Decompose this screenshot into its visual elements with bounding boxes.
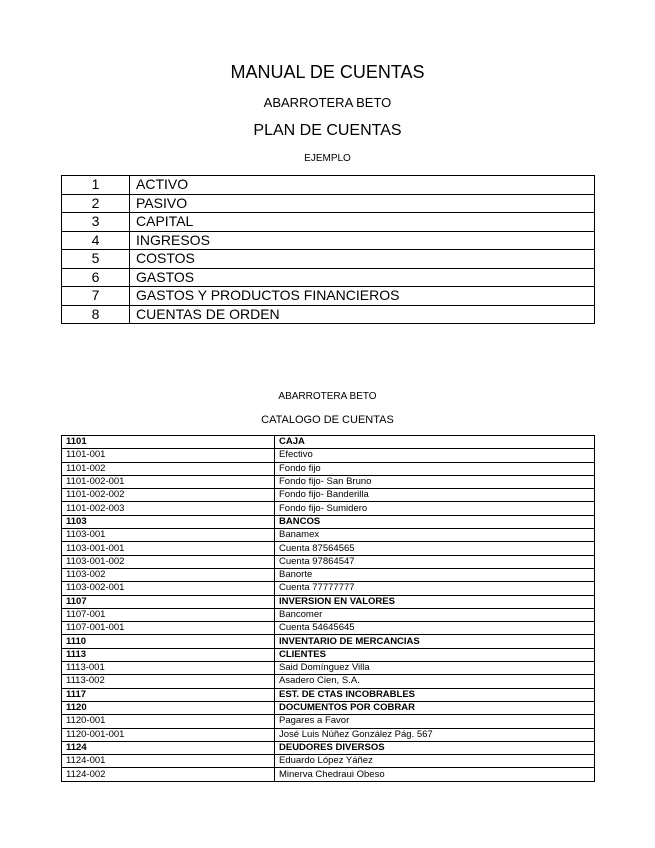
account-code: 1110 <box>62 635 275 648</box>
plan-account-name: GASTOS <box>130 268 595 287</box>
account-name: INVERSION EN VALORES <box>275 595 595 608</box>
catalog-table <box>61 435 595 782</box>
catalog-row <box>62 555 595 568</box>
account-name: Fondo fijo <box>275 462 595 475</box>
catalog-row <box>62 648 595 661</box>
catalog-company-name: ABARROTERA BETO <box>278 391 377 402</box>
catalog-row <box>62 688 595 701</box>
catalog-row <box>62 768 595 781</box>
example-label: EJEMPLO <box>304 153 351 164</box>
plan-number: 7 <box>62 287 130 306</box>
account-code: 1117 <box>62 688 275 701</box>
account-name: Fondo fijo- San Bruno <box>275 475 595 488</box>
account-name: Bancomer <box>275 608 595 621</box>
account-name: Asadero Cien, S.A. <box>275 675 595 688</box>
account-name: Eduardo López Yáñez <box>275 755 595 768</box>
account-code: 1113-002 <box>62 675 275 688</box>
account-code: 1120-001-001 <box>62 728 275 741</box>
catalog-row <box>62 568 595 581</box>
catalog-row <box>62 662 595 675</box>
plan-title: PLAN DE CUENTAS <box>253 122 402 139</box>
account-name: Cuenta 87564565 <box>275 542 595 555</box>
account-code: 1103 <box>62 515 275 528</box>
account-name: INVENTARIO DE MERCANCIAS <box>275 635 595 648</box>
account-code: 1101-002-002 <box>62 489 275 502</box>
account-code: 1124 <box>62 741 275 754</box>
account-code: 1124-001 <box>62 755 275 768</box>
account-name: DOCUMENTOS POR COBRAR <box>275 701 595 714</box>
catalog-row <box>62 515 595 528</box>
catalog-row <box>62 502 595 515</box>
plan-account-name: PASIVO <box>130 194 595 213</box>
catalog-row <box>62 701 595 714</box>
account-name: Banorte <box>275 568 595 581</box>
account-name: CLIENTES <box>275 648 595 661</box>
plan-number: 3 <box>62 213 130 232</box>
account-name: Cuenta 97864547 <box>275 555 595 568</box>
catalog-row <box>62 489 595 502</box>
account-code: 1120 <box>62 701 275 714</box>
account-code: 1101-002 <box>62 462 275 475</box>
catalog-row <box>62 542 595 555</box>
plan-account-name: GASTOS Y PRODUCTOS FINANCIEROS <box>130 287 595 306</box>
account-code: 1107-001 <box>62 608 275 621</box>
account-code: 1107-001-001 <box>62 622 275 635</box>
plan-row <box>62 305 595 324</box>
catalog-row <box>62 449 595 462</box>
catalog-row <box>62 635 595 648</box>
account-name: Cuenta 77777777 <box>275 582 595 595</box>
account-name: Minerva Chedraui Obeso <box>275 768 595 781</box>
plan-row <box>62 268 595 287</box>
catalog-row <box>62 755 595 768</box>
account-code: 1101-001 <box>62 449 275 462</box>
catalog-row <box>62 582 595 595</box>
account-code: 1103-001-002 <box>62 555 275 568</box>
account-name: DEUDORES DIVERSOS <box>275 741 595 754</box>
plan-row <box>62 194 595 213</box>
document-title: MANUAL DE CUENTAS <box>230 62 425 82</box>
catalog-row <box>62 715 595 728</box>
plan-row <box>62 231 595 250</box>
account-code: 1107 <box>62 595 275 608</box>
account-name: Banamex <box>275 529 595 542</box>
plan-row <box>62 250 595 269</box>
account-name: Fondo fijo- Sumidero <box>275 502 595 515</box>
account-name: Said Domínguez Villa <box>275 662 595 675</box>
plan-account-name: CAPITAL <box>130 213 595 232</box>
account-name: José Luis Núñez González Pág. 567 <box>275 728 595 741</box>
catalog-row <box>62 462 595 475</box>
plan-number: 5 <box>62 250 130 269</box>
account-name: Efectivo <box>275 449 595 462</box>
catalog-row <box>62 728 595 741</box>
account-name: EST. DE CTAS INCOBRABLES <box>275 688 595 701</box>
plan-account-name: CUENTAS DE ORDEN <box>130 305 595 324</box>
account-code: 1103-001 <box>62 529 275 542</box>
catalog-title: CATALOGO DE CUENTAS <box>261 414 394 426</box>
catalog-row <box>62 675 595 688</box>
plan-account-name: ACTIVO <box>130 176 595 195</box>
plan-number: 1 <box>62 176 130 195</box>
catalog-row <box>62 436 595 449</box>
catalog-row <box>62 622 595 635</box>
account-code: 1113 <box>62 648 275 661</box>
plan-account-name: INGRESOS <box>130 231 595 250</box>
account-code: 1103-002 <box>62 568 275 581</box>
plan-number: 8 <box>62 305 130 324</box>
plan-row <box>62 287 595 306</box>
account-code: 1101 <box>62 436 275 449</box>
plan-number: 2 <box>62 194 130 213</box>
plan-number: 6 <box>62 268 130 287</box>
account-code: 1101-002-001 <box>62 475 275 488</box>
catalog-row <box>62 741 595 754</box>
plan-row <box>62 176 595 195</box>
plan-number: 4 <box>62 231 130 250</box>
catalog-row <box>62 608 595 621</box>
account-name: Cuenta 54645645 <box>275 622 595 635</box>
plan-row <box>62 213 595 232</box>
plan-account-name: COSTOS <box>130 250 595 269</box>
account-name: Fondo fijo- Banderilla <box>275 489 595 502</box>
account-code: 1113-001 <box>62 662 275 675</box>
catalog-row <box>62 595 595 608</box>
catalog-row <box>62 475 595 488</box>
account-name: CAJA <box>275 436 595 449</box>
account-code: 1103-001-001 <box>62 542 275 555</box>
account-code: 1120-001 <box>62 715 275 728</box>
account-code: 1124-002 <box>62 768 275 781</box>
catalog-row <box>62 529 595 542</box>
account-name: BANCOS <box>275 515 595 528</box>
account-code: 1101-002-003 <box>62 502 275 515</box>
account-code: 1103-002-001 <box>62 582 275 595</box>
company-name: ABARROTERA BETO <box>263 95 392 110</box>
plan-table <box>61 175 595 324</box>
account-name: Pagares a Favor <box>275 715 595 728</box>
